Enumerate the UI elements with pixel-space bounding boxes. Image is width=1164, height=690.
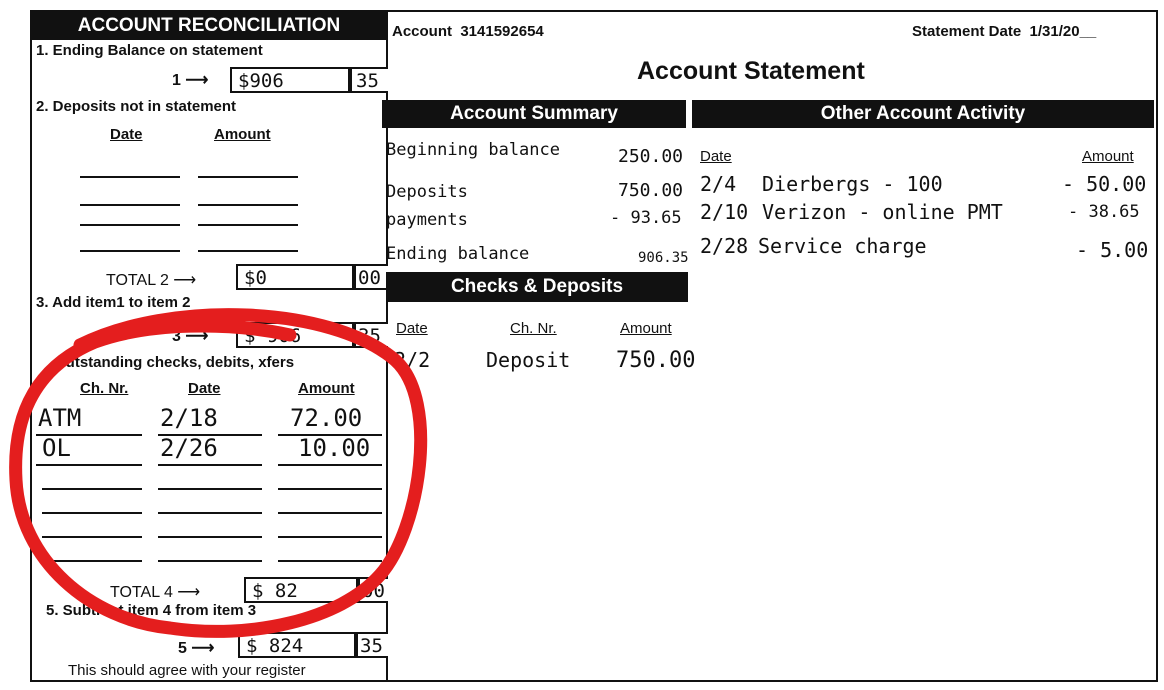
other-row-amount: - 38.65 <box>1068 202 1140 222</box>
summary-label: Deposits <box>386 182 468 202</box>
total2-label: TOTAL 2 ⟶ <box>106 272 197 289</box>
total4-cents-field[interactable]: 00 <box>358 577 388 603</box>
total2-dollars-field[interactable]: $0 <box>236 264 354 290</box>
checks-amount-header: Amount <box>620 320 672 337</box>
other-row-desc: Verizon - online PMT <box>762 200 1003 224</box>
summary-value: 250.00 <box>618 146 684 167</box>
outstanding-amount-header: Amount <box>298 380 355 397</box>
account-number: Account 3141592654 <box>392 23 544 40</box>
checks-row-chnr: Deposit <box>486 348 571 372</box>
item3-number: 3 ⟶ <box>172 328 209 345</box>
checks-chnr-header: Ch. Nr. <box>510 320 557 337</box>
deposits-amount-header: Amount <box>214 126 271 143</box>
item1-dollars-field[interactable]: $906 <box>230 67 350 93</box>
item5-number: 5 ⟶ <box>178 640 215 657</box>
statement-title: Account Statement <box>637 57 865 85</box>
other-row-date: 2/28 <box>700 234 749 258</box>
item3-dollars-field[interactable]: $ 906 <box>236 322 354 348</box>
other-row-date: 2/10 <box>700 200 749 224</box>
item3-cents-field[interactable]: 35 <box>354 322 388 348</box>
outstanding-row-chnr: ATM <box>38 404 82 432</box>
item5-cents-field[interactable]: 35 <box>356 632 388 658</box>
other-row-amount: - 50.00 <box>1062 172 1147 196</box>
item2-label: 2. Deposits not in statement <box>36 98 237 115</box>
outstanding-row-chnr: OL <box>42 434 71 462</box>
checks-row-amount: 750.00 <box>616 348 696 373</box>
item5-label: 5. Subtract item 4 from item 3 <box>46 602 257 619</box>
statement-date: Statement Date 1/31/20__ <box>912 23 1097 40</box>
summary-label: Ending balance <box>386 244 530 264</box>
summary-value: - 93.65 <box>610 208 682 228</box>
item1-label: 1. Ending Balance on statement <box>36 42 263 59</box>
reconciliation-title: ACCOUNT RECONCILIATION <box>32 12 386 40</box>
deposits-date-header: Date <box>110 126 143 143</box>
outstanding-row-date: 2/18 <box>160 404 218 432</box>
total4-label: TOTAL 4 ⟶ <box>110 584 201 601</box>
summary-label: Beginning balance <box>386 140 560 160</box>
other-amount-header: Amount <box>1082 148 1134 165</box>
outstanding-row-amount: 72.00 <box>290 404 363 432</box>
summary-label: payments <box>386 210 468 230</box>
summary-value: 906.35 <box>638 250 689 266</box>
item1-cents-field[interactable]: 35 <box>350 67 388 93</box>
checks-date-header: Date <box>396 320 428 337</box>
item5-dollars-field[interactable]: $ 824 <box>238 632 356 658</box>
other-row-amount: - 5.00 <box>1076 238 1149 262</box>
other-row-desc: Dierbergs - 100 <box>762 172 943 196</box>
other-row-date: 2/4 <box>700 172 737 196</box>
outstanding-row-date: 2/26 <box>160 434 218 462</box>
reconciliation-footer: This should agree with your register <box>68 662 306 679</box>
summary-value: 750.00 <box>618 180 684 201</box>
total4-dollars-field[interactable]: $ 82 <box>244 577 358 603</box>
other-row-desc: Service charge <box>758 234 927 258</box>
item3-label: 3. Add item1 to item 2 <box>36 294 191 311</box>
summary-header: Account Summary <box>382 100 686 128</box>
total2-cents-field[interactable]: 00 <box>354 264 388 290</box>
outstanding-chnr-header: Ch. Nr. <box>80 380 129 397</box>
item4-label: Outstanding checks, debits, xfers <box>54 354 295 371</box>
checks-row-date: 2/2 <box>394 348 431 372</box>
item1-number: 1 ⟶ <box>172 72 209 89</box>
other-date-header: Date <box>700 148 732 165</box>
other-activity-header: Other Account Activity <box>692 100 1154 128</box>
outstanding-date-header: Date <box>188 380 221 397</box>
outstanding-row-amount: 10.00 <box>298 434 371 462</box>
checks-deposits-header: Checks & Deposits <box>386 272 688 302</box>
